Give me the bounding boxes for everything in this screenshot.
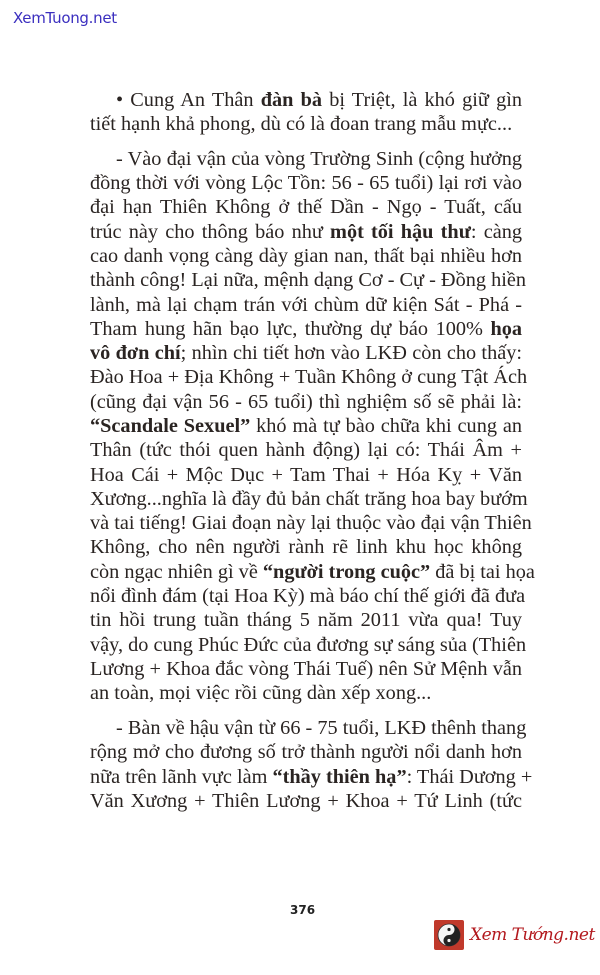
site-watermark: XemTuong.net (13, 9, 117, 27)
text-run: cao danh vọng càng dày gian nan, thất bại nhiều hơn (90, 245, 522, 267)
text-run: - Vào đại vận của vòng Trường Sinh (cộng hưởng (116, 148, 522, 170)
text-line (90, 390, 522, 414)
yin-yang-icon (434, 920, 464, 950)
text-line (90, 681, 522, 705)
text-run: khó mà tự bào chữa khi cung an (250, 415, 523, 437)
text-line (90, 633, 527, 657)
text-run: vậy, do cung Phúc Đức của đương sự sáng sủa (Thiên (90, 634, 527, 656)
text-run: an toàn, mọi việc rồi cũng dàn xếp xong... (90, 682, 432, 704)
text-run: Xương...nghĩa là đầy đủ bản chất trăng hoa bay bướm (90, 488, 528, 510)
text-line (90, 511, 532, 535)
text-run: lành, mà lại chạm trán với chùm dữ kiện Sát - Phá - (90, 294, 522, 316)
text-line (90, 740, 522, 764)
bold-text-run: “người trong cuộc” (262, 561, 431, 583)
text-line (90, 244, 522, 268)
text-run: trúc này cho thông báo như (90, 221, 331, 243)
text-run: : Thái Dương + (406, 766, 533, 788)
text-run: (cũng đại vận 56 - 65 tuổi) thì nghiệm số sẽ phải là: (90, 391, 522, 413)
text-line (90, 657, 522, 681)
text-run: : càng (470, 221, 522, 243)
text-line (90, 317, 522, 341)
text-line (90, 268, 526, 292)
text-line (90, 560, 535, 584)
text-line (116, 716, 527, 740)
text-run: Không, cho nên người rành rẽ linh khu học không (90, 536, 522, 558)
text-line (90, 584, 526, 608)
text-line (90, 463, 522, 487)
bold-text-run: họa (490, 318, 522, 340)
text-run: thành công! Lại nữa, mệnh dạng Cơ - Cự - Đồng hiền (90, 269, 526, 291)
logo-text: Xem Tướng.net (470, 925, 595, 945)
text-run: Đào Hoa + Địa Không + Tuần Không ở cung Tật Ách (90, 366, 528, 388)
text-run: Văn Xương + Thiên Lương + Khoa + Tứ Linh (tức (90, 790, 522, 812)
text-run: Thân (tức thói quen hành động) lại có: Thái Âm + (90, 439, 522, 461)
bold-text-run: “thầy thiên hạ” (272, 766, 407, 788)
text-line (90, 414, 522, 438)
text-run: ; nhìn chi tiết hơn vào LKĐ còn cho thấy: (180, 342, 522, 364)
text-line (90, 789, 522, 813)
text-line (90, 112, 522, 136)
text-run: tin hồi trung tuần tháng 5 năm 2011 vừa qua! Tuy (90, 609, 522, 631)
text-run: đã bị tai họa (430, 561, 535, 583)
text-line (90, 487, 528, 511)
text-run: nữa trên lãnh vực làm (90, 766, 273, 788)
text-line (90, 293, 522, 317)
text-run: và tai tiếng! Giai đoạn này lại thuộc vào đại vận Thiên (90, 512, 532, 534)
text-line (90, 341, 522, 365)
bold-text-run: “Scandale Sexuel” (90, 415, 251, 437)
text-line (90, 171, 522, 195)
text-run: Tham hung hãn bạo lực, thường dự báo 100% (90, 318, 491, 340)
text-run: Lương + Khoa đắc vòng Thái Tuế) nên Sử Mệnh vẫn (90, 658, 522, 680)
text-run: Hoa Cái + Mộc Dục + Tam Thai + Hóa Kỵ + Văn (90, 464, 522, 486)
text-line (90, 765, 533, 789)
text-line (90, 608, 522, 632)
text-line (116, 88, 522, 112)
text-run: bị Triệt, là khó giữ gìn (322, 89, 522, 111)
text-line (90, 220, 522, 244)
text-line (90, 195, 522, 219)
text-run: • Cung An Thân (116, 89, 261, 111)
bold-text-run: đàn bà (260, 89, 323, 111)
bold-text-run: vô đơn chí (90, 342, 181, 364)
text-line (90, 365, 528, 389)
text-line (90, 535, 522, 559)
page-number: 376 (290, 903, 316, 917)
text-run: còn ngạc nhiên gì về (90, 561, 263, 583)
bold-text-run: một tối hậu thư (330, 221, 471, 243)
text-run: đại hạn Thiên Không ở thế Dần - Ngọ - Tuất, cấu (90, 196, 522, 218)
text-line (116, 147, 522, 171)
text-run: - Bàn về hậu vận từ 66 - 75 tuổi, LKĐ thênh thang (116, 717, 527, 739)
text-run: rộng mở cho đương số trở thành người nổi danh hơn (90, 741, 522, 763)
text-run: tiết hạnh khả phong, dù có là đoan trang mẫu mực... (90, 113, 513, 135)
text-run: đồng thời với vòng Lộc Tồn: 56 - 65 tuổi) lại rơi vào (90, 172, 522, 194)
text-run: nổi đình đám (tại Hoa Kỳ) mà báo chí thế giới đã đưa (90, 585, 526, 607)
text-line (90, 438, 522, 462)
site-logo (434, 920, 595, 950)
